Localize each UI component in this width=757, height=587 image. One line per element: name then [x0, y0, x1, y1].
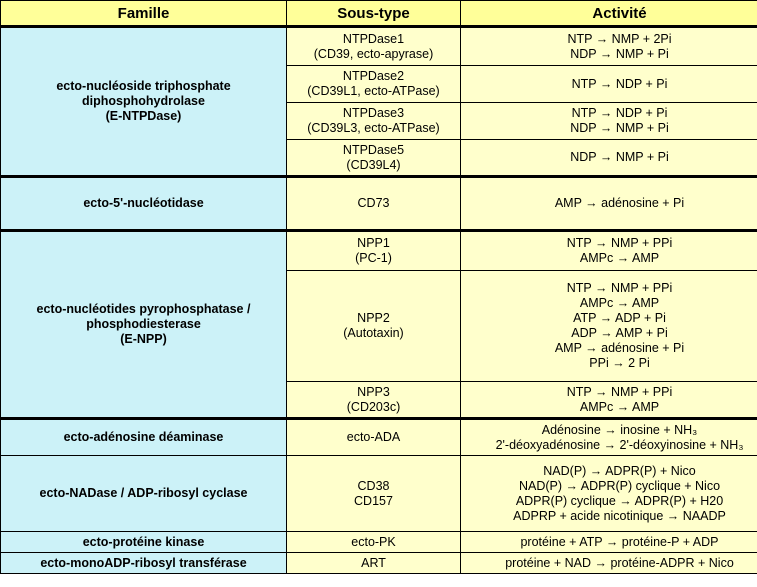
subtype-line: (CD39L4)	[346, 157, 401, 172]
subtype-line: ART	[361, 555, 386, 570]
famille-line: ecto-NADase / ADP-ribosyl cyclase	[39, 486, 248, 500]
activity-line: NTP → NDP + Pi	[571, 106, 668, 120]
subtype-cell	[287, 532, 461, 553]
header-sous-type: Sous-type	[287, 1, 461, 27]
subtype-line: CD38	[357, 478, 390, 493]
activity-cell	[461, 140, 757, 177]
famille-line: ecto-5'-nucléotidase	[83, 196, 204, 210]
activity-line: NTP → NMP + PPi	[566, 281, 673, 295]
famille-line: ecto-nucléoside triphosphate	[56, 79, 231, 93]
activity-cell	[461, 231, 757, 271]
activity-line: AMPc → AMP	[579, 399, 660, 414]
activity-line: NAD(P) → ADPR(P) + Nico	[543, 463, 696, 478]
subtype-line: NPP1	[357, 236, 390, 250]
subtype-line: NPP3	[357, 384, 390, 399]
subtype-line: CD157	[354, 493, 393, 508]
subtype-line: NTPDase3	[342, 106, 405, 120]
activity-line: ADPR(P) cyclique → ADPR(P) + H20	[515, 493, 724, 508]
table-row	[1, 532, 757, 553]
subtype-line: (CD39, ecto-apyrase)	[313, 46, 434, 61]
activity-line: NDP → NMP + Pi	[570, 121, 669, 135]
activity-line: NAD(P) → ADPR(P) cyclique + Nico	[518, 478, 721, 493]
activity-line: AMP → adénosine + Pi	[554, 341, 685, 355]
activity-line: ADP → AMP + Pi	[571, 326, 668, 340]
subtype-line: (Autotaxin)	[343, 326, 404, 340]
famille-cell	[1, 27, 287, 177]
subtype-cell	[287, 66, 461, 103]
activity-line: Adénosine → inosine + NH₃	[541, 422, 698, 437]
table-row	[1, 553, 757, 574]
famille-line: (E-NTPDase)	[105, 109, 182, 123]
famille-line: phosphodiesterase	[86, 317, 201, 331]
activity-cell	[461, 103, 757, 140]
activity-line: NDP → NMP + Pi	[570, 46, 669, 61]
subtype-line: (CD39L1, ecto-ATPase)	[307, 84, 440, 98]
activity-line: ADPRP + acide nicotinique → NAADP	[513, 508, 726, 523]
subtype-cell	[287, 419, 461, 456]
activity-cell	[461, 382, 757, 419]
famille-cell	[1, 553, 287, 574]
table-row	[1, 419, 757, 456]
table-row	[1, 456, 757, 532]
subtype-line: (PC-1)	[355, 251, 392, 265]
subtype-line: ecto-PK	[351, 534, 396, 549]
activity-cell	[461, 419, 757, 456]
activity-cell	[461, 271, 757, 382]
famille-line: ecto-monoADP-ribosyl transférase	[40, 555, 247, 570]
famille-cell	[1, 419, 287, 456]
subtype-cell	[287, 553, 461, 574]
subtype-cell	[287, 271, 461, 382]
subtype-cell	[287, 231, 461, 271]
famille-line: ecto-nucléotides pyrophosphatase /	[36, 302, 251, 316]
subtype-cell	[287, 177, 461, 231]
activity-line: AMPc → AMP	[579, 296, 660, 310]
famille-cell	[1, 532, 287, 553]
subtype-line: NPP2	[357, 311, 390, 325]
activity-cell	[461, 456, 757, 532]
activity-line: AMPc → AMP	[579, 251, 660, 265]
activity-line: AMP → adénosine + Pi	[554, 196, 685, 210]
table-row	[1, 177, 757, 231]
activity-cell	[461, 177, 757, 231]
header-activite: Activité	[461, 1, 757, 27]
subtype-cell	[287, 27, 461, 66]
header-row	[1, 1, 757, 27]
subtype-line: NTPDase1	[342, 31, 405, 46]
famille-line: diphosphohydrolase	[82, 94, 205, 108]
subtype-cell	[287, 140, 461, 177]
famille-cell	[1, 231, 287, 419]
subtype-cell	[287, 103, 461, 140]
subtype-line: (CD39L3, ecto-ATPase)	[307, 121, 440, 135]
activity-line: PPi → 2 Pi	[589, 356, 650, 370]
famille-line: ecto-protéine kinase	[82, 534, 205, 549]
activity-cell	[461, 532, 757, 553]
subtype-line: ecto-ADA	[346, 430, 401, 444]
activity-line: protéine + NAD → protéine-ADPR + Nico	[505, 555, 734, 570]
activity-line: NTP → NMP + PPi	[566, 384, 673, 399]
activity-line: protéine + ATP → protéine-P + ADP	[520, 534, 719, 549]
famille-line: (E-NPP)	[120, 332, 167, 346]
activity-line: ATP → ADP + Pi	[573, 311, 666, 325]
subtype-line: (CD203c)	[346, 399, 401, 414]
activity-line: NTP → NMP + PPi	[566, 236, 673, 250]
activity-line: NDP → NMP + Pi	[570, 150, 669, 164]
subtype-line: NTPDase2	[342, 69, 405, 83]
activity-line: 2'-déoxyadénosine → 2'-déoxyinosine + NH₃	[495, 437, 744, 452]
header-famille: Famille	[1, 1, 287, 27]
activity-line: NTP → NMP + 2Pi	[567, 31, 672, 46]
activity-cell	[461, 27, 757, 66]
famille-cell	[1, 456, 287, 532]
famille-cell	[1, 177, 287, 231]
table-row	[1, 231, 757, 271]
famille-line: ecto-adénosine déaminase	[63, 430, 224, 444]
subtype-line: NTPDase5	[342, 142, 405, 157]
activity-cell	[461, 553, 757, 574]
activity-line: NTP → NDP + Pi	[571, 76, 668, 91]
activity-cell	[461, 66, 757, 103]
subtype-cell	[287, 382, 461, 419]
subtype-line: CD73	[357, 196, 390, 210]
subtype-cell	[287, 456, 461, 532]
table-row	[1, 27, 757, 66]
